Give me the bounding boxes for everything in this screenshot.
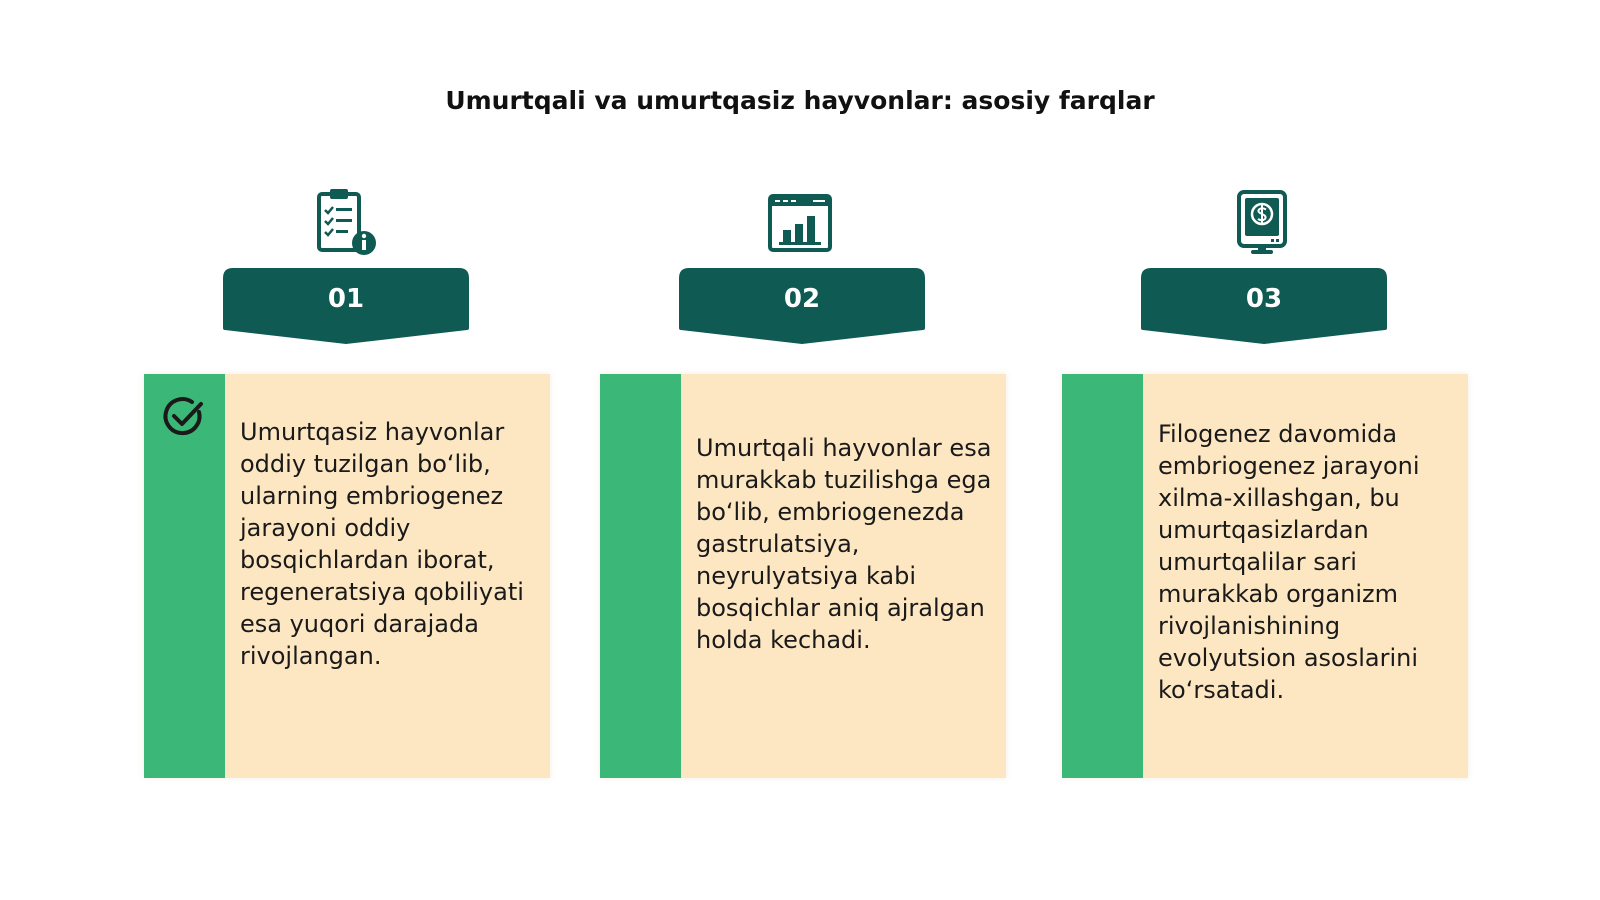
check-circle-icon (161, 394, 207, 440)
step-badge-1 (223, 268, 469, 344)
info-card-1 (144, 374, 550, 778)
step-column-1 (144, 0, 544, 900)
step-badge-2 (679, 268, 925, 344)
step-badge-3 (1141, 268, 1387, 344)
card-accent-stripe (144, 374, 225, 778)
card-accent-stripe (600, 374, 681, 778)
card-text: Umurtqali hayvonlar esa murakkab tuzilishga ega bo‘lib, embriogenezda gastrulatsiya, neyrulyatsiya kabi bosqichlar aniq ajralgan holda kechadi. (696, 434, 992, 654)
step-number: 01 (327, 284, 365, 314)
card-text: Umurtqasiz hayvonlar oddiy tuzilgan bo‘lib, ularning embriogenez jarayoni oddiy bosqichlardan iborat, regeneratsiya qobiliyati esa yuqori darajada rivojlangan. (240, 418, 524, 670)
page-title: Umurtqali va umurtqasiz hayvonlar: asosiy farqlar (445, 86, 1155, 115)
step-number: 02 (783, 284, 821, 314)
info-card-3 (1062, 374, 1468, 778)
card-accent-stripe (1062, 374, 1143, 778)
step-column-3 (1062, 0, 1462, 900)
card-text: Filogenez davomida embriogenez jarayoni xilma-xillashgan, bu umurtqasizlardan umurtqalilar sari murakkab organizm rivojlanishining evolyutsion asoslarini ko‘rsatadi. (1158, 420, 1420, 704)
clipboard-checklist-info-icon (309, 188, 379, 258)
step-number: 03 (1245, 284, 1283, 314)
dollar-document-icon (1227, 188, 1297, 258)
bar-chart-window-icon (765, 188, 835, 258)
info-card-2 (600, 374, 1006, 778)
step-column-2 (600, 0, 1000, 900)
